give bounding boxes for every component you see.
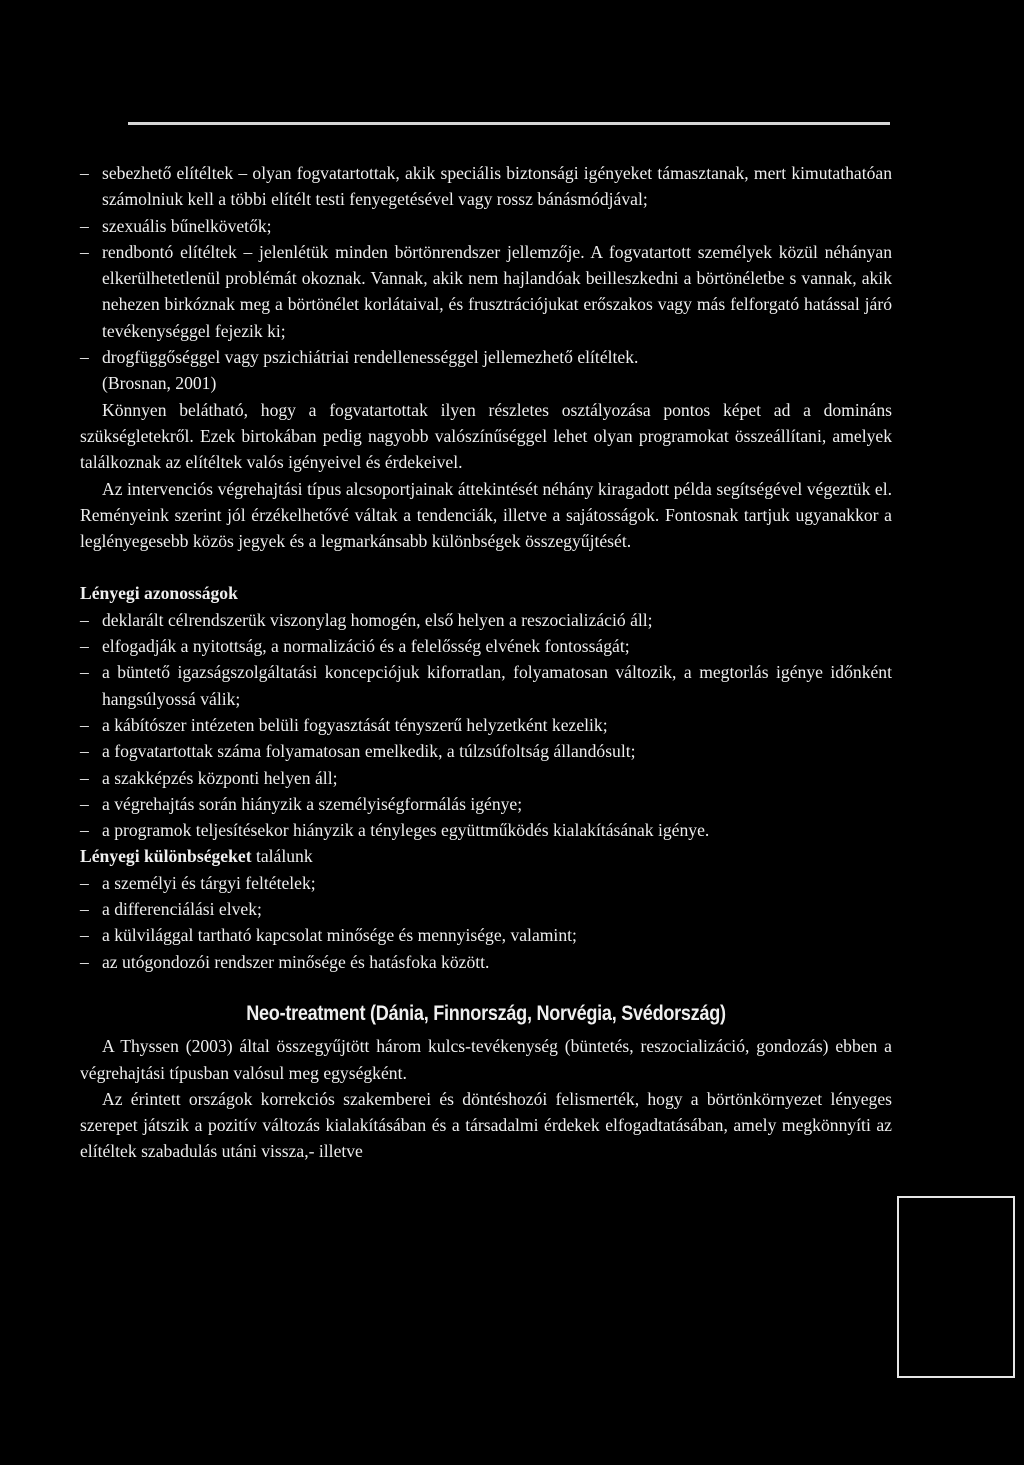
inmate-category-list [80,160,892,370]
dash-bullet: – [80,241,89,262]
list-item [80,817,892,843]
list-item [80,791,892,817]
list-item-text: a differenciálási elvek; [102,899,262,920]
dash-bullet: – [80,741,89,762]
list-item [80,607,892,633]
differences-intro-rest: találunk [251,846,313,867]
list-item [80,160,892,213]
dash-bullet: – [80,872,89,893]
heading-differences: Lényegi különbségeket [80,846,252,867]
dash-bullet: – [80,793,89,814]
list-item [80,633,892,659]
dash-bullet: – [80,347,89,368]
list-item-text: deklarált célrendszerük viszonylag homogén, első helyen a reszocializáció áll; [102,609,653,630]
paragraph: Könnyen belátható, hogy a fogvatartottak ilyen részletes osztályozása pontos képet ad a domináns szükségletekről. Ezek birtokában pedig nagyobb valószínűséggel lehet olyan programokat összeállítani, amelyek találkoznak az elítéltek valós igényeivel és érdekeivel. [80,399,892,473]
dash-bullet: – [80,163,89,183]
dash-bullet: – [80,662,89,683]
list-item-text: az utógondozói rendszer minősége és hatásfoka között. [102,951,490,972]
list-item-text: a kábítószer intézeten belüli fogyasztását tényszerű helyzetként kezelik; [102,714,608,735]
heading-similarities: Lényegi azonosságok [80,583,238,604]
paragraph: Az érintett országok korrekciós szakemberei és döntéshozói felismerték, hogy a börtönkörnyezet lényeges szerepet játszik a pozitív változás kialakításában és a társadalmi érdekek elfogadtatásában, amely megkönnyíti az elítéltek szabadulás utáni vissza,- illetve [80,1088,892,1162]
list-item-text: a programok teljesítésekor hiányzik a tényleges együttműködés kialakításának igénye. [102,820,710,841]
margin-box [897,1196,1015,1378]
list-item [80,712,892,738]
list-item [80,949,892,975]
list-item-text: elfogadják a nyitottság, a normalizáció és a felelősség elvének fontosságát; [102,636,630,657]
page-body [80,160,892,1165]
differences-list [80,870,892,975]
list-item [80,896,892,922]
section-title: Neo-treatment (Dánia, Finnország, Norvégia, Svédország) [246,1001,726,1025]
list-item-text: rendbontó elítéltek – jelenlétük minden börtönrendszer jellemzője. A fogvatartott személyek közül néhányan elkerülhetetlenül problémát okoznak. Vannak, akik nem hajlandóak beilleszkedni a börtönéletbe s vannak, akik nehezen birkóznak meg a börtönélet korlátaival, és frusztrációjukat erőszakos vagy más felforgató hatással járó tevékenységgel fejezik ki; [102,241,892,341]
list-item [80,344,892,370]
list-item-text: a külvilággal tartható kapcsolat minősége és mennyisége, valamint; [102,925,577,946]
list-item-text: szexuális bűnelkövetők; [102,215,272,236]
dash-bullet: – [80,767,89,788]
list-item-text: a szakképzés központi helyen áll; [102,767,338,788]
dash-bullet: – [80,925,89,946]
list-item-text: a büntető igazságszolgáltatási koncepciójuk kiforratlan, folyamatosan változik, a megtorlás igénye időnként hangsúlyossá válik; [102,662,892,709]
paragraph: A Thyssen (2003) által összegyűjtött három kulcs-tevékenység (büntetés, reszocializáció, gondozás) ebben a végrehajtási típusban valósul meg egységként. [80,1036,892,1083]
differences-intro [80,843,892,869]
list-item-text: a végrehajtás során hiányzik a személyiségformálás igénye; [102,793,523,814]
reference: (Brosnan, 2001) [102,373,217,394]
dash-bullet: – [80,714,89,735]
dash-bullet: – [80,609,89,630]
list-item [80,738,892,764]
paragraph: Az intervenciós végrehajtási típus alcsoportjainak áttekintését néhány kiragadott példa segítségével végeztük el. Reményeink szerint jól érzékelhetővé váltak a tendenciák, illetve a sajátosságok. Fontosnak tartjuk ugyanakkor a leglényegesebb közös jegyek és a legmarkánsabb különbségek összegyűjtését. [80,478,892,552]
list-item-text: a fogvatartottak száma folyamatosan emelkedik, a túlzsúfoltság állandósult; [102,741,636,762]
similarities-list [80,607,892,844]
top-rule [128,122,890,125]
dash-bullet: – [80,820,89,841]
dash-bullet: – [80,215,89,236]
list-item [80,765,892,791]
list-item [80,239,892,344]
list-item-text: drogfüggőséggel vagy pszichiátriai rendellenességgel jellemezhető elítéltek. [102,347,639,368]
dash-bullet: – [80,951,89,972]
list-item [80,659,892,712]
dash-bullet: – [80,636,89,657]
list-item [80,922,892,948]
list-item-text: sebezhető elítéltek – olyan fogvatartottak, akik speciális biztonsági igényeket támasztanak, mert kimutathatóan számolniuk kell a többi elítélt testi fenyegetésével vagy rossz bánásmódjával; [102,163,892,210]
list-item-text: a személyi és tárgyi feltételek; [102,872,316,893]
list-item [80,870,892,896]
dash-bullet: – [80,899,89,920]
list-item [80,213,892,239]
